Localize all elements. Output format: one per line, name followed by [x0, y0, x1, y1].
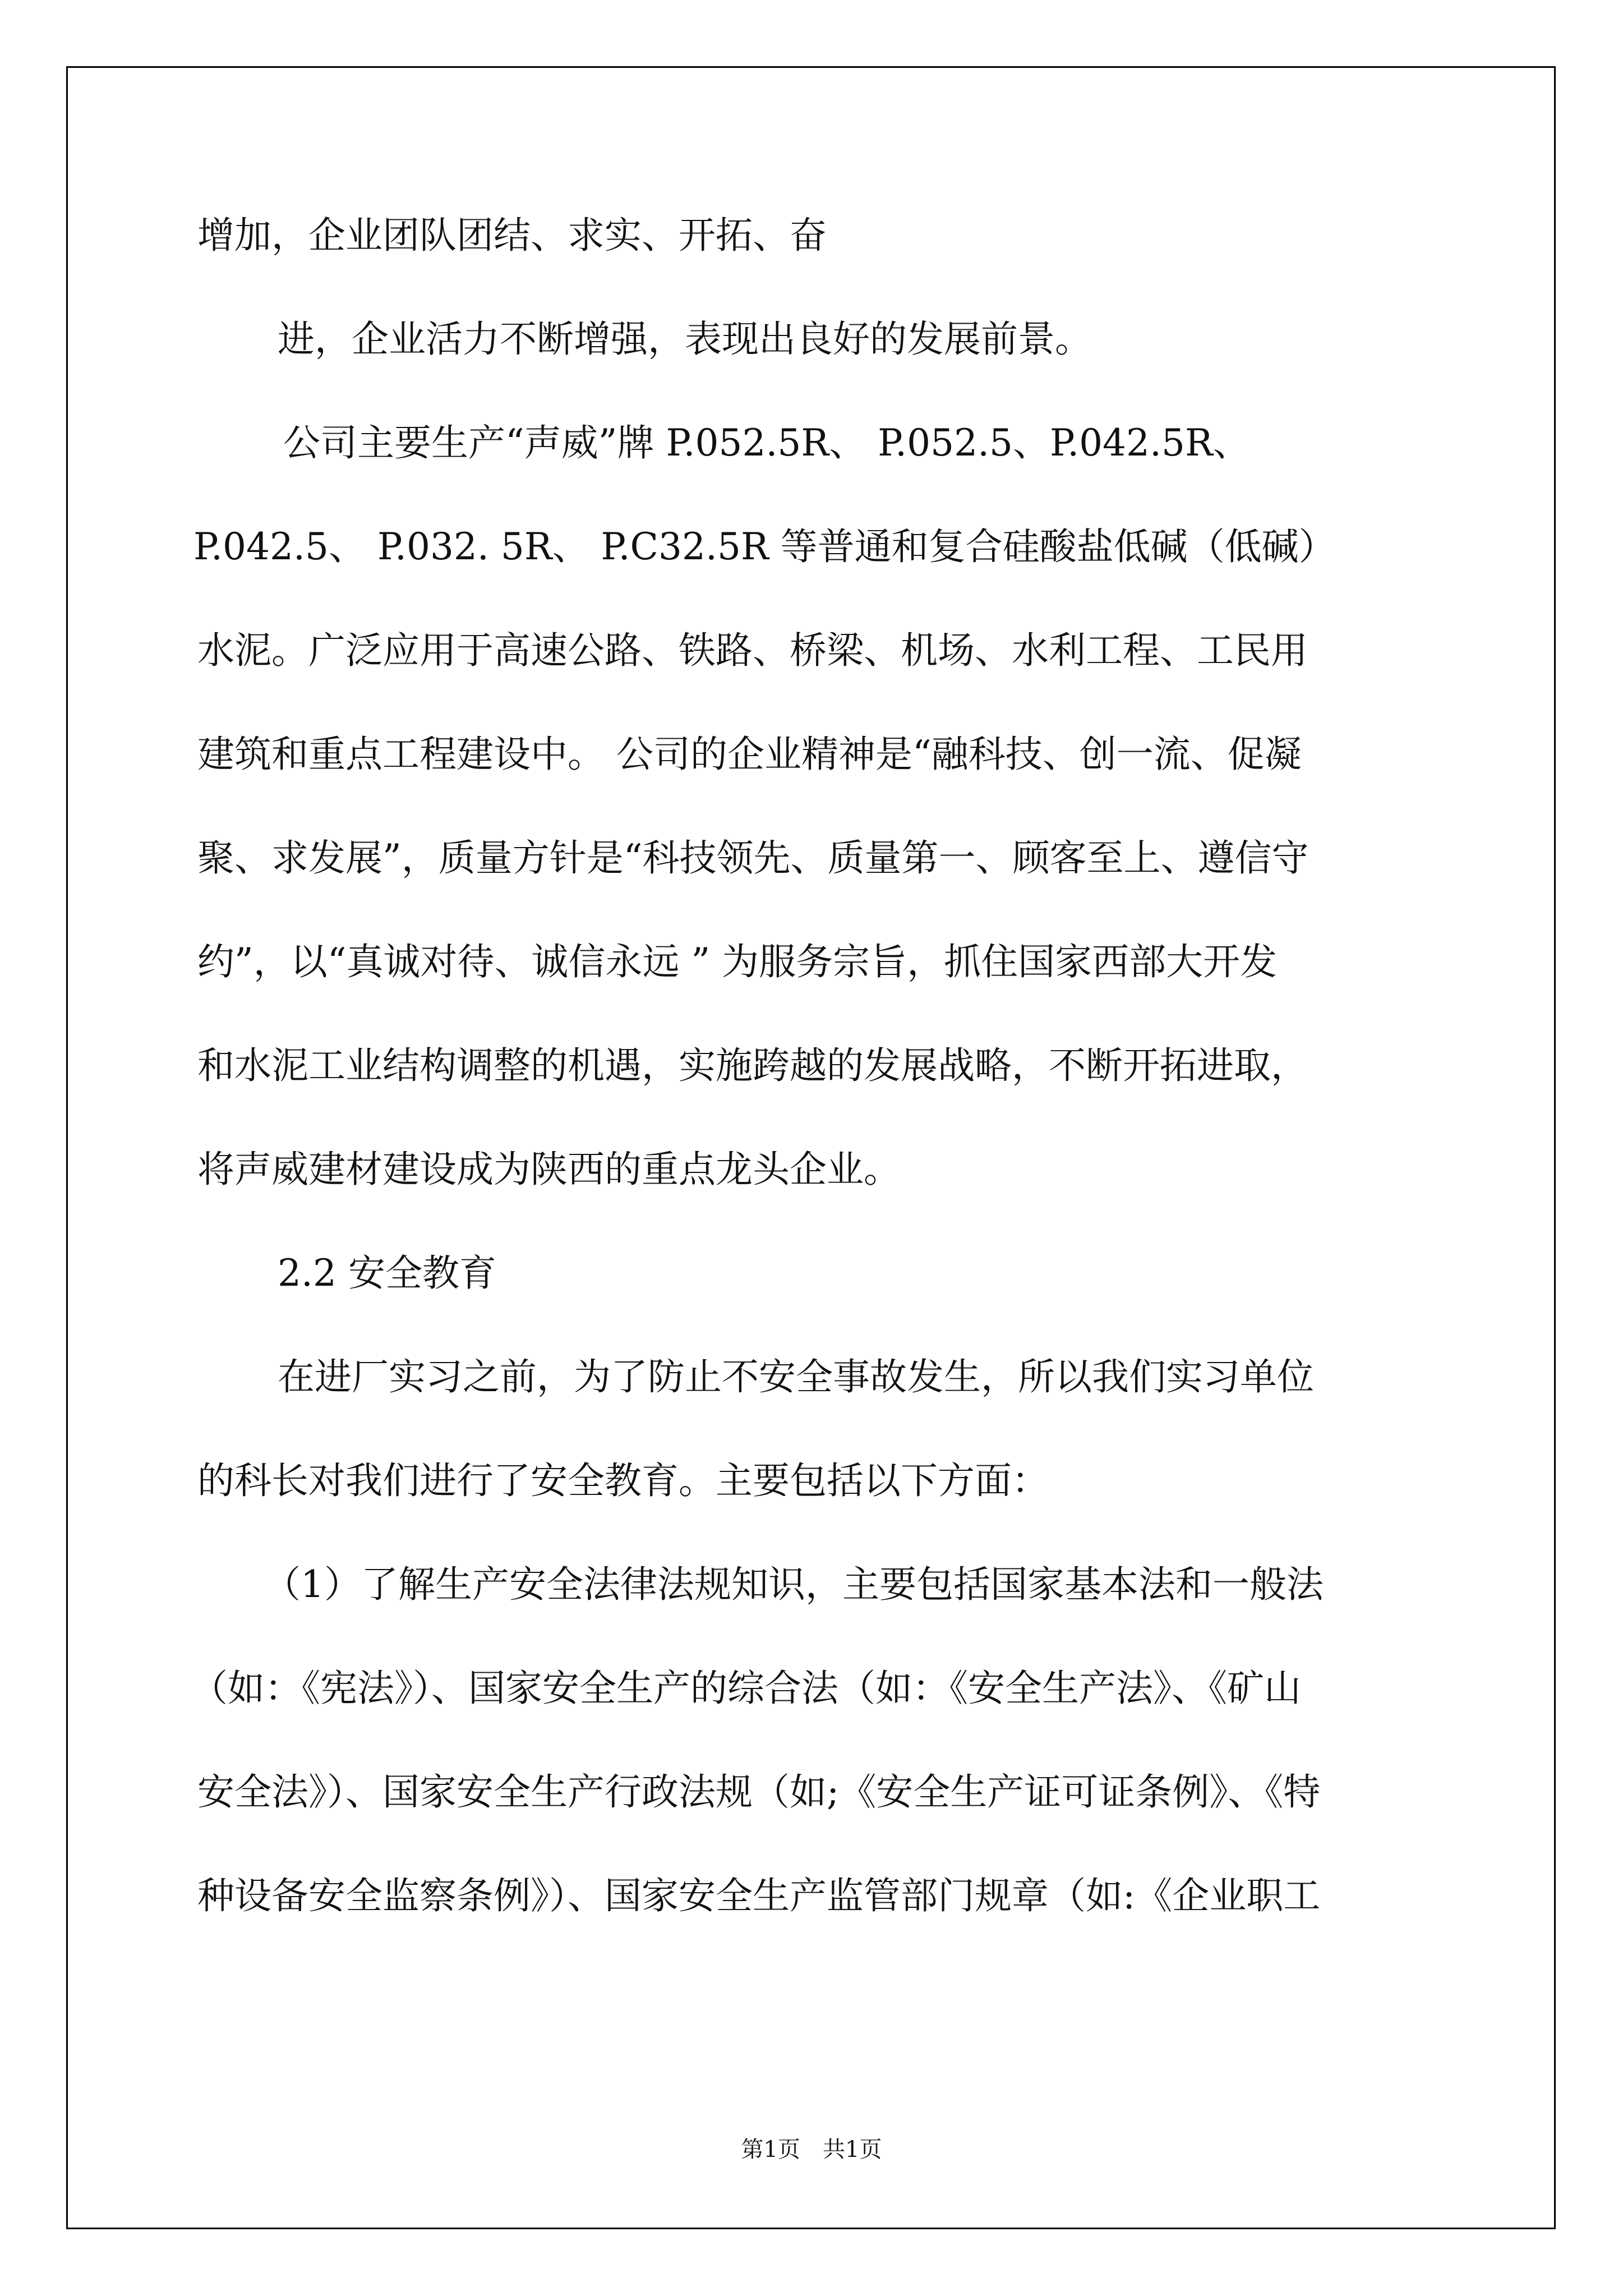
body-line-1: 增加，企业团队团结、求实、开拓、奋 [197, 214, 827, 257]
body-line-5: 水泥。广泛应用于高速公路、铁路、桥梁、机场、水利工程、工民用 [197, 629, 1308, 672]
section-heading: 2.2 安全教育 [278, 1251, 496, 1295]
page-number-footer: 第1页 共1页 [741, 2137, 882, 2162]
body-line-13: 的科长对我们进行了安全教育。主要包括以下方面： [197, 1459, 1049, 1502]
body-line-17: 种设备安全监察条例》）、国家安全生产监管部门规章（如:《企业职工 [197, 1874, 1321, 1917]
body-line-12: 在进厂实习之前，为了防止不安全事故发生，所以我们实习单位 [278, 1355, 1314, 1398]
body-line-3: 公司主要生产“声威”牌 P.052.5R、 P.052.5、P.042.5R、 [283, 421, 1250, 464]
body-line-15: （如：《宪法》）、国家安全生产的综合法（如：《安全生产法》、《矿山 [191, 1667, 1301, 1710]
body-line-7: 聚、求发展”，质量方针是“科技领先、质量第一、顾客至上、遵信守 [197, 836, 1309, 880]
body-line-8: 约”，以“真诚对待、诚信永远 ” 为服务宗旨，抓住国家西部大开发 [197, 940, 1278, 983]
body-line-6: 建筑和重点工程建设中。 公司的企业精神是“融科技、创一流、促凝 [197, 733, 1302, 776]
body-line-10: 将声威建材建设成为陕西的重点龙头企业。 [197, 1148, 901, 1191]
body-line-4: P.042.5、 P.032. 5R、 P.C32.5R 等普通和复合硅酸盐低碱（低碱） [193, 525, 1336, 568]
body-line-14: （1）了解生产安全法律法规知识，主要包括国家基本法和一般法 [264, 1563, 1324, 1606]
body-line-2: 进，企业活力不断增强，表现出良好的发展前景。 [278, 318, 1092, 361]
body-line-9: 和水泥工业结构调整的机遇，实施跨越的发展战略，不断开拓进取， [197, 1044, 1308, 1087]
body-line-16: 安全法》）、国家安全生产行政法规（如;《安全生产证可证条例》、《特 [197, 1770, 1321, 1814]
